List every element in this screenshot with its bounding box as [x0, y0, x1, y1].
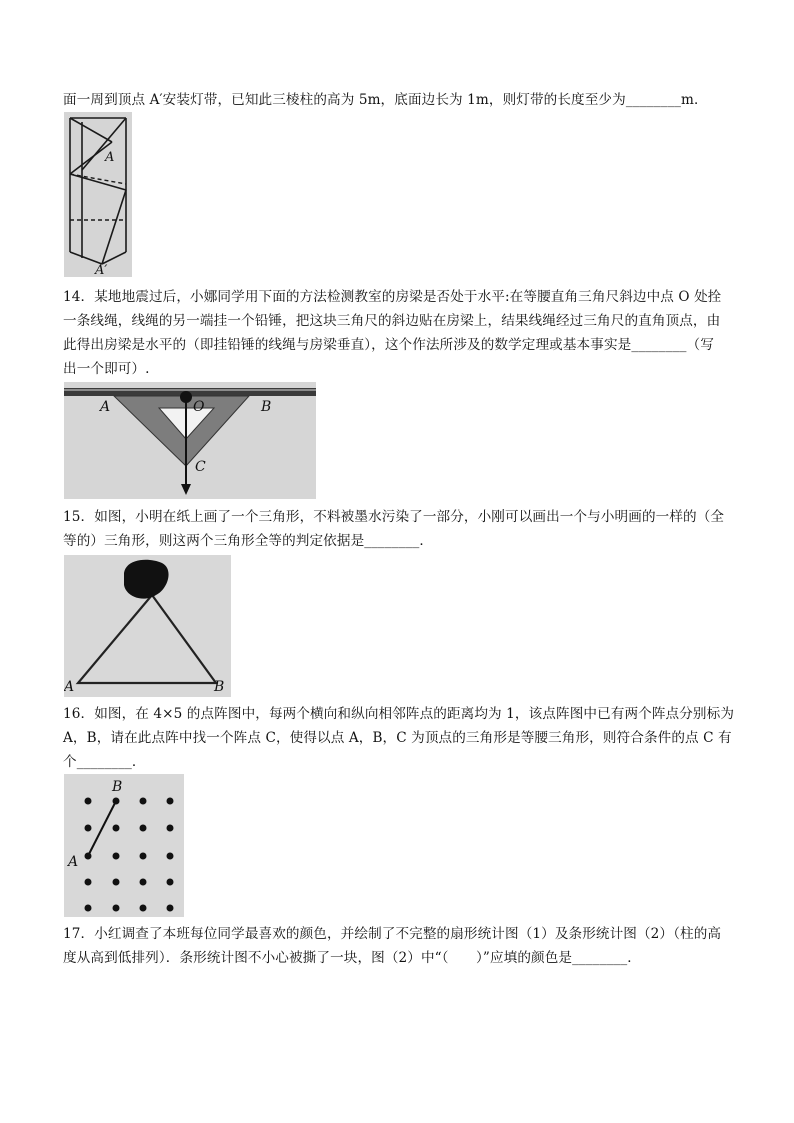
q16-line-3: 个________．: [63, 754, 146, 770]
dot-lattice-figure: [64, 774, 184, 917]
q15-line-2: 等的）三角形，则这两个三角形全等的判定依据是________．: [63, 533, 434, 549]
q16-line-1: 16．如图，在 4×5 的点阵图中，每两个横向和纵向相邻阵点的距离均为 1，该点阵图中已有两个阵点分别标为: [63, 706, 735, 722]
q17-line-1: 17．小红调查了本班每位同学最喜欢的颜色，并绘制了不完整的扇形统计图（1）及条形统计图（2）（柱的高: [63, 926, 722, 942]
beam-triangle-figure: [64, 382, 316, 499]
q14-line-3: 此得出房梁是水平的（即挂铅锤的线绳与房梁垂直），这个作法所涉及的数学定理或基本事实是________（写: [63, 337, 714, 353]
prism-figure: [64, 112, 132, 277]
label-o: O: [193, 399, 205, 415]
label-a: A: [100, 399, 111, 415]
label-a: A: [64, 679, 75, 695]
label-b: B: [261, 399, 272, 415]
label-b: B: [112, 779, 123, 795]
q14-line-2: 一条线绳，线绳的另一端挂一个铅锤，把这块三角尺的斜边贴在房梁上，结果线绳经过三角尺的直角顶点，由: [63, 313, 721, 329]
q13-text: 面一周到顶点 A′安装灯带，已知此三棱柱的高为 5m，底面边长为 1m，则灯带的长度至少为________m．: [63, 92, 708, 108]
ink-triangle-figure: [64, 555, 231, 697]
q17-line-2: 度从高到低排列）．条形统计图不小心被撕了一块，图（2）中“（ ）”应填的颜色是________．: [63, 950, 641, 966]
q14-line-4: 出一个即可）.: [63, 361, 150, 377]
label-a-prime: A′: [95, 263, 108, 277]
q15-line-1: 15．如图，小明在纸上画了一个三角形，不料被墨水污染了一部分，小刚可以画出一个与小明画的一样的（全: [63, 509, 725, 525]
label-c: C: [195, 459, 206, 475]
label-a: A: [105, 150, 115, 165]
label-a: A: [68, 854, 79, 870]
q16-line-2: A，B，请在此点阵中找一个阵点 C，使得以点 A，B，C 为顶点的三角形是等腰三角形，则符合条件的点 C 有: [63, 730, 732, 746]
label-b: B: [214, 679, 225, 695]
q14-line-1: 14．某地地震过后，小娜同学用下面的方法检测教室的房梁是否处于水平:在等腰直角三角尺斜边中点 O 处拴: [63, 289, 722, 305]
